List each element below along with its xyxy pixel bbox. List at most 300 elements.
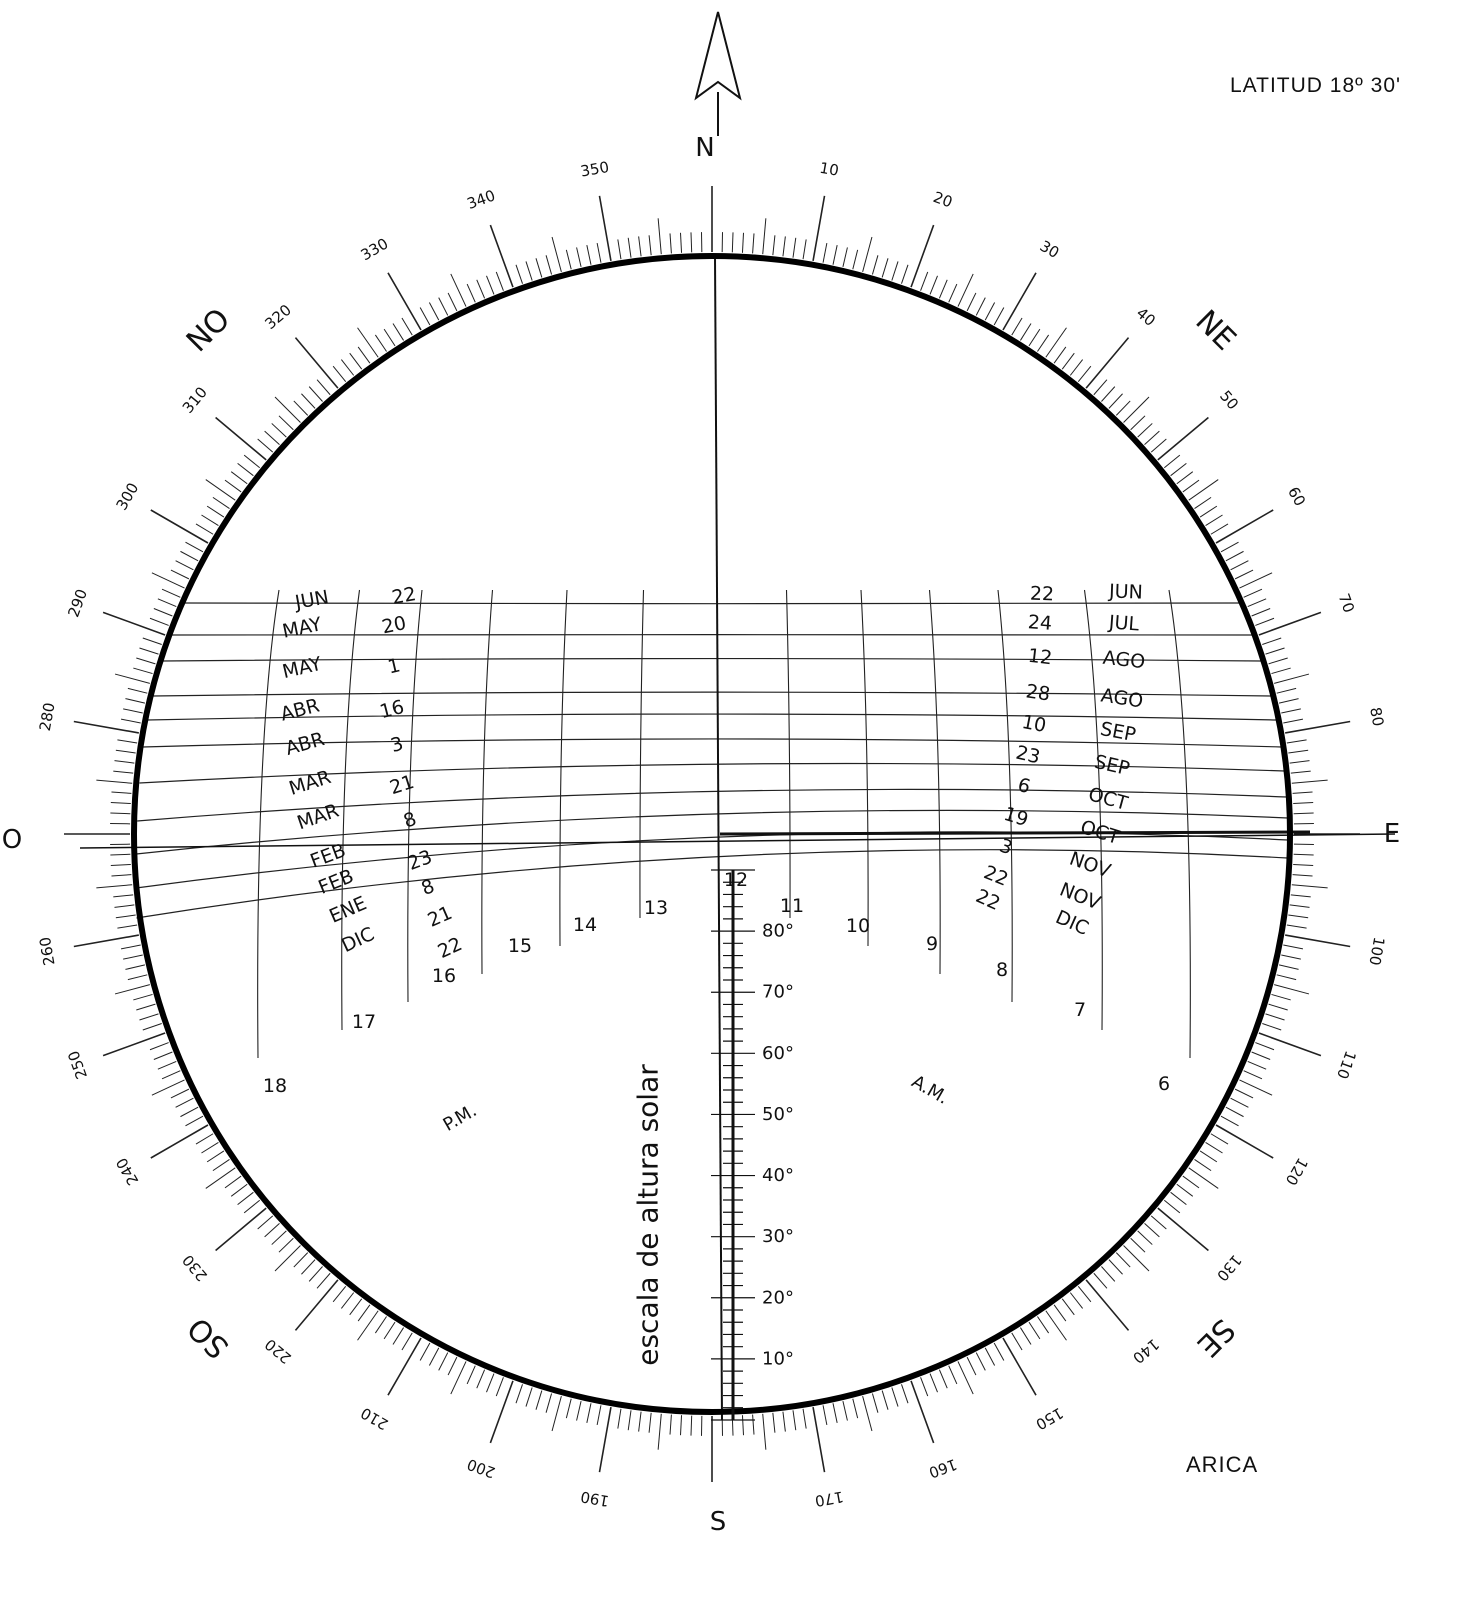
bearing-tick [1281, 709, 1301, 713]
bearing-tick [1124, 1246, 1149, 1271]
bearing-tick [742, 233, 743, 253]
bearing-tick [985, 302, 994, 320]
bearing-tick [162, 1071, 180, 1079]
date-day-right: 12 [1026, 644, 1054, 670]
bearing-tick [477, 280, 485, 298]
bearing-tick-ring [64, 186, 1360, 1482]
bearing-tick [133, 994, 152, 1000]
date-line [184, 603, 1240, 604]
bearing-tick [1231, 561, 1249, 570]
bearing-tick [1101, 1267, 1114, 1282]
bearing-tick [1290, 905, 1310, 907]
bearing-tick [599, 1407, 610, 1472]
bearing-tick [1292, 780, 1328, 783]
bearing-tick [680, 1415, 681, 1435]
bearing-tick [1244, 589, 1262, 597]
bearing-tick [1269, 1004, 1288, 1010]
bearing-tick [317, 1273, 330, 1288]
bearing-tick [154, 608, 173, 615]
bearing-tick [566, 250, 571, 269]
bearing-tick [911, 225, 934, 287]
bearing-tick [96, 885, 132, 888]
hour-line [861, 590, 868, 946]
bearing-tick [639, 1412, 641, 1432]
location-label: ARICA [1186, 1452, 1259, 1477]
bearing-tick [123, 709, 143, 713]
bearing-tick [154, 1052, 173, 1059]
bearing-tick [1262, 638, 1281, 645]
bearing-label: 260 [35, 935, 59, 967]
bearing-tick [272, 423, 287, 437]
bearing-tick [1235, 1089, 1253, 1098]
bearing-tick [1294, 854, 1314, 855]
bearing-tick [803, 1409, 806, 1429]
bearing-tick [1293, 864, 1313, 865]
bearing-label: 120 [1281, 1154, 1312, 1189]
bearing-tick [658, 1414, 661, 1450]
date-day-right: 6 [1015, 773, 1033, 799]
bearing-tick [597, 243, 601, 263]
bearing-label: 290 [64, 586, 92, 620]
date-month-right: AGO [1101, 646, 1147, 674]
bearing-tick [439, 298, 448, 316]
bearing-tick [1158, 1208, 1209, 1250]
bearing-label: 250 [64, 1048, 92, 1082]
bearing-tick [1248, 1061, 1266, 1069]
bearing-tick [1271, 994, 1290, 1000]
bearing-tick [341, 1293, 353, 1309]
cardinal-O: O [1, 825, 23, 855]
bearing-tick [295, 1280, 337, 1331]
bearing-tick [994, 307, 1004, 324]
bearing-tick [467, 284, 475, 302]
bearing-tick [317, 380, 330, 395]
bearing-tick [207, 1151, 224, 1162]
bearing-tick [670, 233, 671, 253]
bearing-tick [111, 864, 131, 865]
bearing-label: 140 [1129, 1334, 1163, 1368]
bearing-tick [1086, 338, 1128, 389]
bearing-tick [1288, 750, 1308, 753]
bearing-tick [117, 740, 137, 743]
date-day-right: 22 [1029, 582, 1055, 606]
bearing-tick [139, 1014, 158, 1020]
hour-label: 16 [431, 965, 457, 987]
date-month-left: FEB [315, 865, 357, 899]
cardinal-E: E [1383, 819, 1401, 849]
cardinal-N: N [695, 133, 715, 163]
latitude-label: LATITUD 18º 30' [1230, 74, 1402, 97]
hour-label: 15 [507, 935, 533, 957]
bearing-tick [1062, 353, 1074, 369]
bearing-tick [753, 1415, 754, 1435]
bearing-tick [599, 196, 610, 261]
date-day-left: 8 [400, 807, 420, 833]
bearing-tick [763, 218, 766, 254]
bearing-tick [1211, 1134, 1228, 1144]
bearing-tick [976, 1353, 985, 1371]
altitude-scale [632, 870, 794, 1420]
date-day-right: 3 [996, 834, 1016, 860]
bearing-tick [350, 1299, 362, 1315]
bearing-tick [1206, 1142, 1223, 1153]
bearing-tick [1262, 1023, 1281, 1030]
bearing-tick [1151, 1216, 1166, 1229]
date-month-right: OCT [1085, 783, 1131, 815]
bearing-tick [949, 1366, 957, 1384]
bearing-tick [753, 233, 754, 253]
bearing-label: 330 [357, 234, 392, 265]
bearing-tick [566, 1399, 571, 1418]
bearing-tick [103, 612, 165, 635]
north-south-axis [715, 257, 722, 1420]
bearing-tick [1183, 1176, 1199, 1188]
date-month-left: FEB [307, 839, 349, 873]
bearing-tick [1239, 573, 1272, 588]
bearing-tick [853, 1399, 858, 1418]
bearing-tick [358, 1305, 370, 1321]
altitude-label: 40° [762, 1165, 794, 1187]
bearing-tick [1266, 648, 1285, 654]
bearing-label: 340 [464, 186, 498, 214]
bearing-tick [201, 515, 218, 526]
bearing-tick [402, 1333, 412, 1350]
date-month-right: SEP [1092, 750, 1132, 781]
bearing-tick [949, 284, 957, 302]
hour-label: 7 [1073, 999, 1087, 1021]
bearing-label: 240 [112, 1154, 143, 1189]
bearing-tick [125, 965, 144, 969]
date-month-left: ABR [283, 728, 327, 760]
date-month-left: MAY [280, 652, 324, 684]
altitude-label: 60° [762, 1042, 794, 1064]
date-month-left: ENE [326, 892, 370, 928]
bearing-tick [496, 1377, 503, 1396]
bearing-tick [1252, 1052, 1271, 1059]
hour-label: 11 [779, 895, 805, 917]
bearing-tick [843, 1401, 847, 1420]
bearing-tick [1291, 895, 1311, 897]
bearing-tick [783, 1412, 785, 1432]
date-day-left: 1 [385, 654, 403, 679]
north-arrow-icon [696, 12, 740, 136]
date-month-right: NOV [1066, 847, 1114, 883]
bearing-label: 60 [1283, 483, 1310, 510]
bearing-tick [526, 1388, 532, 1407]
bearing-tick [158, 1061, 176, 1069]
bearing-label: 150 [1032, 1403, 1067, 1434]
bearing-tick [429, 1348, 438, 1366]
bearing-tick [1070, 1293, 1082, 1309]
bearing-tick [1194, 497, 1211, 508]
bearing-tick [171, 570, 189, 579]
altitude-label: 10° [762, 1348, 794, 1370]
bearing-tick [670, 1415, 671, 1435]
pm-label: P.M. [439, 1100, 481, 1136]
date-day-left: 22 [434, 932, 466, 964]
bearing-tick [238, 463, 254, 475]
bearing-tick [1221, 1116, 1238, 1126]
bearing-tick [1029, 1322, 1040, 1339]
bearing-tick [341, 360, 353, 376]
bearing-tick [1231, 1098, 1249, 1107]
bearing-tick [773, 235, 775, 255]
bearing-label: 170 [813, 1487, 845, 1511]
bearing-tick [1283, 719, 1303, 723]
date-month-left: ABR [278, 694, 322, 726]
bearing-tick [448, 293, 457, 311]
bearing-tick [333, 366, 346, 382]
bearing-tick [994, 1343, 1004, 1360]
bearing-tick [939, 280, 947, 298]
bearing-tick [773, 1413, 775, 1433]
bearing-tick [1248, 599, 1266, 607]
bearing-tick [958, 1361, 973, 1394]
bearing-tick [1037, 1316, 1048, 1333]
bearing-tick [1266, 1014, 1285, 1020]
bearing-tick [813, 1407, 824, 1472]
bearing-tick [587, 1403, 591, 1423]
date-month-left: MAY [280, 613, 324, 643]
date-month-right: JUL [1108, 611, 1140, 636]
bearing-tick [238, 1192, 254, 1204]
bearing-tick [1177, 1184, 1193, 1196]
bearing-tick [1277, 688, 1296, 693]
bearing-tick [216, 417, 267, 459]
bearing-tick [110, 854, 130, 855]
bearing-tick [333, 1286, 346, 1302]
bearing-tick [393, 1328, 404, 1345]
bearing-tick [123, 955, 143, 959]
bearing-label: 220 [261, 1334, 295, 1368]
bearing-tick [1189, 1168, 1218, 1189]
hour-label: 6 [1157, 1073, 1171, 1095]
bearing-tick [272, 1231, 287, 1245]
bearing-tick [1259, 612, 1321, 635]
bearing-tick [536, 258, 542, 277]
bearing-tick [1094, 1273, 1107, 1288]
bearing-tick [1200, 506, 1217, 517]
bearing-tick [597, 1405, 601, 1425]
bearing-tick [213, 497, 230, 508]
bearing-tick [1164, 1200, 1180, 1213]
date-day-right: 22 [980, 861, 1012, 891]
bearing-tick [1294, 813, 1314, 814]
bearing-tick [1109, 1260, 1123, 1275]
bearing-tick [110, 813, 130, 814]
bearing-tick [1029, 329, 1040, 346]
intercardinal-SO: SO [181, 1310, 236, 1365]
bearing-tick [180, 1107, 198, 1116]
bearing-tick [258, 1216, 273, 1229]
bearing-tick [116, 915, 136, 918]
bearing-label: 230 [178, 1251, 212, 1285]
intercardinal-NO: NO [179, 301, 238, 360]
date-day-left: 22 [390, 583, 418, 609]
cardinal-S: S [709, 1507, 727, 1537]
bearing-tick [516, 265, 523, 284]
bearing-tick [213, 1159, 230, 1170]
bearing-tick [1290, 761, 1310, 763]
bearing-tick [1259, 1033, 1321, 1056]
bearing-tick [526, 261, 532, 280]
bearing-tick [1285, 721, 1350, 732]
bearing-tick [793, 1410, 796, 1430]
bearing-tick [930, 276, 937, 295]
date-month-right: JUN [1108, 580, 1144, 604]
bearing-tick [180, 551, 198, 560]
hour-label: 14 [572, 914, 598, 936]
bearing-tick [1292, 885, 1328, 888]
bearing-tick [231, 472, 247, 484]
bearing-tick [121, 719, 141, 723]
north-arrow-head [696, 12, 740, 98]
bearing-tick [882, 1391, 888, 1410]
bearing-tick [1171, 463, 1187, 475]
bearing-tick [1101, 387, 1114, 402]
bearing-tick [136, 658, 155, 664]
bearing-tick [1226, 1107, 1244, 1116]
date-day-right: 24 [1027, 611, 1053, 635]
bearing-tick [244, 1200, 260, 1213]
bearing-label: 30 [1036, 236, 1063, 263]
date-day-right: 10 [1020, 710, 1048, 738]
bearing-tick [803, 239, 806, 259]
bearing-tick [121, 945, 141, 949]
bearing-tick [1145, 1223, 1160, 1236]
bearing-tick [1070, 360, 1082, 376]
bearing-tick [201, 1142, 218, 1153]
bearing-tick [732, 232, 733, 252]
bearing-tick [451, 274, 466, 307]
bearing-tick [103, 1033, 165, 1056]
bearing-tick [225, 1176, 241, 1188]
bearing-tick [1037, 335, 1048, 352]
date-day-left: 21 [424, 901, 456, 932]
bearing-tick [375, 335, 386, 352]
bearing-tick [901, 1384, 908, 1403]
bearing-tick [546, 255, 552, 274]
altitude-label: 80° [762, 920, 794, 942]
bearing-tick [402, 318, 412, 335]
bearing-tick [742, 1415, 743, 1435]
bearing-tick [628, 1410, 631, 1430]
bearing-tick [1200, 1151, 1217, 1162]
date-month-left: DIC [338, 922, 378, 958]
hour-line [482, 590, 493, 974]
bearing-tick [265, 1223, 280, 1236]
bearing-tick [1116, 401, 1130, 415]
bearing-tick [185, 542, 202, 552]
bearing-tick [536, 1391, 542, 1410]
bearing-tick [1109, 394, 1123, 409]
bearing-tick [967, 1357, 976, 1375]
bearing-tick [309, 387, 322, 402]
bearing-tick [114, 905, 134, 907]
bearing-tick [833, 1403, 837, 1423]
bearing-tick [1094, 380, 1107, 395]
bearing-tick [552, 1396, 561, 1431]
bearing-tick [1293, 792, 1313, 793]
bearing-tick [1046, 1311, 1067, 1340]
bearing-tick [691, 1416, 692, 1436]
bearing-tick [275, 397, 300, 422]
bearing-tick [358, 347, 370, 363]
bearing-label: 110 [1332, 1048, 1360, 1082]
hour-label: 9 [925, 933, 939, 955]
bearing-tick [206, 480, 235, 501]
date-month-left: MAR [286, 766, 334, 800]
bearing-tick [115, 674, 150, 683]
bearing-tick [384, 1322, 395, 1339]
bearing-tick [1189, 480, 1218, 501]
bearing-tick [350, 353, 362, 369]
bearing-tick [1277, 975, 1296, 980]
bearing-label: 320 [261, 300, 295, 334]
bearing-tick [451, 1361, 466, 1394]
bearing-tick [843, 247, 847, 266]
date-month-right: AGO [1099, 684, 1145, 713]
bearing-tick [628, 238, 631, 258]
bearing-label: 70 [1334, 591, 1359, 616]
date-month-right: OCT [1077, 816, 1123, 849]
bearing-tick [1177, 472, 1193, 484]
altitude-label: 30° [762, 1226, 794, 1248]
hour-line [787, 590, 791, 918]
bearing-tick [111, 802, 131, 803]
bearing-tick [783, 236, 785, 256]
direction-labels [2, 133, 1400, 1537]
bearing-tick [150, 1043, 169, 1050]
bearing-tick [976, 298, 985, 316]
hour-line [342, 590, 360, 1030]
bearing-tick [1062, 1299, 1074, 1315]
bearing-tick [393, 323, 404, 340]
date-day-right: 22 [972, 885, 1004, 915]
bearing-tick [793, 238, 796, 258]
bearing-tick [1235, 570, 1253, 579]
bearing-tick [939, 1370, 947, 1388]
bearing-tick [111, 875, 131, 876]
bearing-tick [1138, 1231, 1153, 1245]
bearing-tick [358, 328, 379, 357]
bearing-labels [36, 158, 1388, 1510]
bearing-tick [231, 1184, 247, 1196]
bearing-tick [1255, 618, 1274, 625]
bearing-tick [911, 1381, 934, 1443]
bearing-tick [244, 455, 260, 468]
bearing-tick [872, 255, 878, 274]
bearing-tick [1211, 524, 1228, 534]
bearing-label: 350 [579, 157, 611, 181]
bearing-tick [113, 895, 133, 897]
date-day-right: 23 [1013, 741, 1043, 769]
hour-label: 13 [643, 897, 669, 919]
bearing-tick [1288, 915, 1308, 918]
bearing-tick [279, 416, 293, 430]
hour-label: 8 [995, 959, 1009, 981]
bearing-tick [309, 1267, 322, 1282]
bearing-tick [111, 792, 131, 793]
bearing-tick [1252, 608, 1271, 615]
hour-label: 17 [351, 1011, 377, 1033]
bearing-tick [133, 668, 152, 674]
bearing-tick [587, 245, 591, 265]
bearing-tick [128, 688, 147, 693]
date-month-left: MAR [294, 799, 342, 835]
bearing-label: 80 [1366, 705, 1388, 728]
bearing-tick [1151, 439, 1166, 452]
